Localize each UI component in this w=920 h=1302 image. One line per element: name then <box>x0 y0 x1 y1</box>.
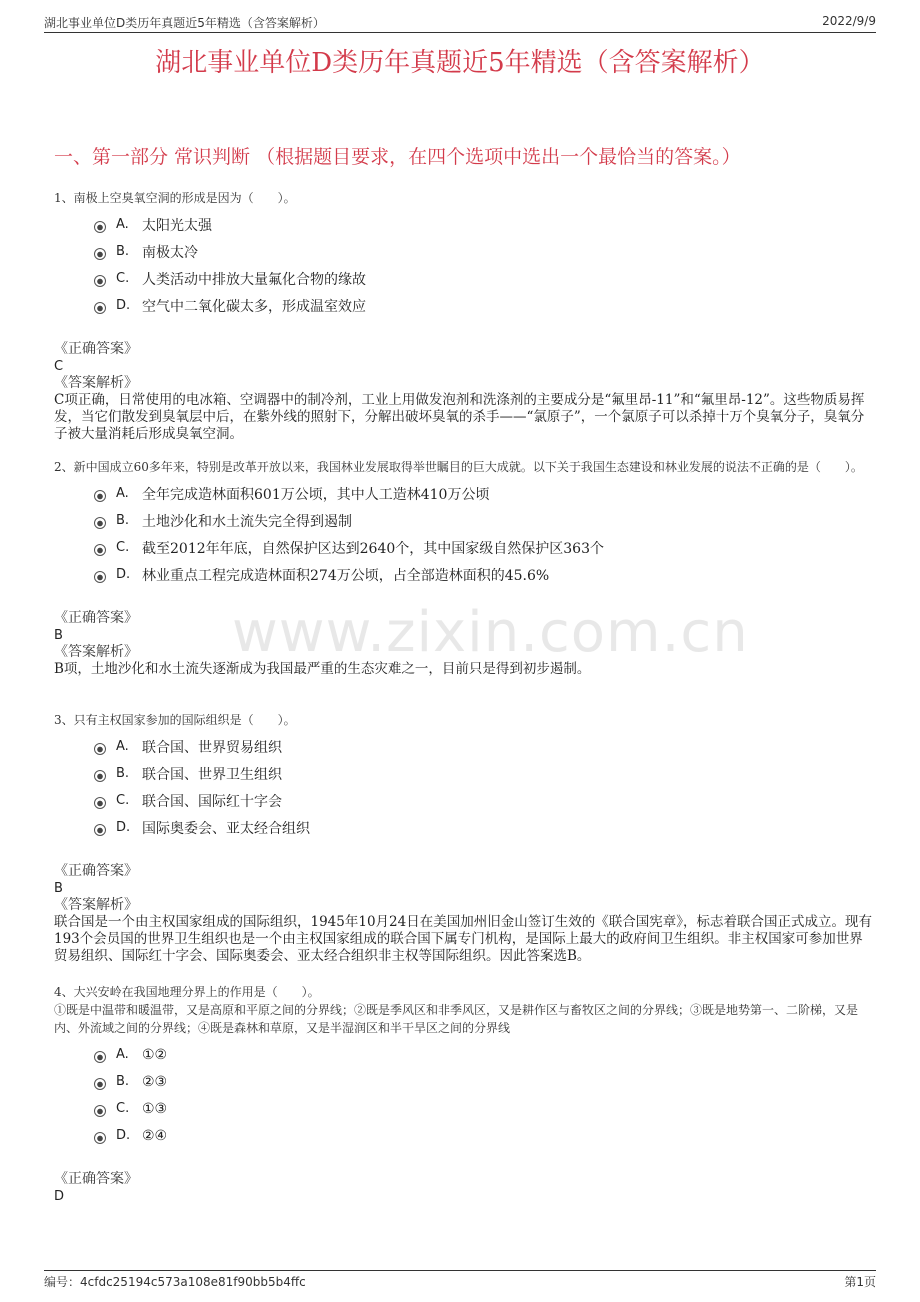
option-text: 南极太冷 <box>142 244 198 261</box>
option-text: 土地沙化和水土流失完全得到遏制 <box>142 513 352 530</box>
correct-answer-label: 《正确答案》 <box>54 1171 138 1187</box>
option-letter: C. <box>116 271 130 286</box>
answer-block <box>54 1171 872 1205</box>
option-text: ①② <box>142 1046 168 1063</box>
document-title: 湖北事业单位D类历年真题近5年精选（含答案解析） <box>155 48 765 78</box>
question-1 <box>54 189 872 443</box>
radio-icon[interactable] <box>94 1132 106 1144</box>
option-text: 空气中二氧化碳太多，形成温室效应 <box>142 298 366 315</box>
option-letter: D. <box>116 567 131 582</box>
correct-answer-label: 《正确答案》 <box>54 610 138 626</box>
option-letter: A. <box>116 217 129 232</box>
section-title: 一、第一部分 常识判断 （根据题目要求，在四个选项中选出一个最恰当的答案。） <box>54 146 741 168</box>
correct-answer-label: 《正确答案》 <box>54 863 138 879</box>
correct-answer: D <box>54 1189 65 1204</box>
option-c[interactable] <box>94 265 872 292</box>
radio-icon[interactable] <box>94 544 106 556</box>
option-letter: A. <box>116 1047 129 1062</box>
correct-answer: B <box>54 628 63 643</box>
radio-icon[interactable] <box>94 302 106 314</box>
correct-answer: B <box>54 881 63 896</box>
header-doc-title: 湖北事业单位D类历年真题近5年精选（含答案解析） <box>44 16 325 30</box>
option-text: ②④ <box>142 1127 168 1144</box>
option-a[interactable] <box>94 733 872 760</box>
analysis-text: 联合国是一个由主权国家组成的国际组织，1945年10月24日在美国加州旧金山签订生效的《联合国宪章》，标志着联合国正式成立。现有193个会员国的世界卫生组织也是一个由主权国家组成的联合国下属专门机构，是国际上最大的政府间卫生组织。非主权国家可参加世界贸易组织、国际红十字会、国际奥委会、亚太经合组织非主权等国际组织。因此答案选B。 <box>54 914 872 964</box>
option-text: 截至2012年年底，自然保护区达到2640个，其中国家级自然保护区363个 <box>142 540 604 557</box>
option-c[interactable] <box>94 534 872 561</box>
option-b[interactable] <box>94 1068 872 1095</box>
correct-answer-label: 《正确答案》 <box>54 341 138 357</box>
option-text: 联合国、世界卫生组织 <box>142 766 282 783</box>
option-letter: C. <box>116 540 130 555</box>
correct-answer: C <box>54 359 64 374</box>
option-b[interactable] <box>94 238 872 265</box>
option-letter: B. <box>116 244 130 259</box>
question-text: 2、新中国成立60多年来，特别是改革开放以来，我国林业发展取得举世瞩目的巨大成就。以下关于我国生态建设和林业发展的说法不正确的是（ ）。 <box>54 460 863 474</box>
option-d[interactable] <box>94 1122 872 1149</box>
option-letter: A. <box>116 486 129 501</box>
option-text: 国际奥委会、亚太经合组织 <box>142 820 310 837</box>
answer-block <box>54 863 872 965</box>
option-text: ①③ <box>142 1100 168 1117</box>
header-date: 2022/9/9 <box>822 14 876 28</box>
option-letter: D. <box>116 1128 131 1143</box>
question-text: 3、只有主权国家参加的国际组织是（ ）。 <box>54 713 296 727</box>
answer-block <box>54 341 872 443</box>
option-text: 联合国、国际红十字会 <box>142 793 282 810</box>
option-b[interactable] <box>94 507 872 534</box>
options-list <box>54 211 872 319</box>
analysis-label: 《答案解析》 <box>54 375 138 391</box>
radio-icon[interactable] <box>94 275 106 287</box>
options-list <box>54 1041 872 1149</box>
option-letter: D. <box>116 820 131 835</box>
option-c[interactable] <box>94 787 872 814</box>
page-header <box>44 10 876 33</box>
option-b[interactable] <box>94 760 872 787</box>
option-text: 林业重点工程完成造林面积274万公顷，占全部造林面积的45.6% <box>142 567 550 584</box>
analysis-label: 《答案解析》 <box>54 897 138 913</box>
document-id: 编号：4cfdc25194c573a108e81f90bb5b4ffc <box>44 1275 306 1289</box>
option-letter: C. <box>116 793 130 808</box>
option-letter: B. <box>116 766 130 781</box>
option-text: 全年完成造林面积601万公顷，其中人工造林410万公顷 <box>142 486 490 503</box>
options-list <box>54 733 872 841</box>
question-text: 4、大兴安岭在我国地理分界上的作用是（ ）。 ①既是中温带和暖温带，又是高原和平原之间的分界线；②既是季风区和非季风区，又是耕作区与畜牧区之间的分界线；③既是地势第一、二阶梯，又是内、外流域之间的分界线；④既是森林和草原，又是半湿润区和半干旱区之间的分界线 <box>54 985 859 1035</box>
radio-icon[interactable] <box>94 248 106 260</box>
radio-icon[interactable] <box>94 1105 106 1117</box>
analysis-text: C项正确，日常使用的电冰箱、空调器中的制冷剂，工业上用做发泡剂和洗涤剂的主要成分是“氟里昂-11”和“氟里昂-12”。这些物质易挥发，当它们散发到臭氧层中后，在紫外线的照射下，分解出破坏臭氧的杀手——“氯原子”，一个氯原子可以杀掉十万个臭氧分子，臭氧分子被大量消耗后形成臭氧空洞。 <box>54 392 865 442</box>
page-number: 第1页 <box>844 1275 876 1289</box>
question-4 <box>54 983 872 1205</box>
answer-block <box>54 610 872 678</box>
option-a[interactable] <box>94 1041 872 1068</box>
question-2 <box>54 458 872 678</box>
option-text: ②③ <box>142 1073 168 1090</box>
radio-icon[interactable] <box>94 571 106 583</box>
option-d[interactable] <box>94 814 872 841</box>
watermark: www.zixin.com.cn <box>232 600 749 665</box>
option-letter: D. <box>116 298 131 313</box>
analysis-label: 《答案解析》 <box>54 644 138 660</box>
option-letter: B. <box>116 1074 130 1089</box>
option-a[interactable] <box>94 480 872 507</box>
radio-icon[interactable] <box>94 770 106 782</box>
option-text: 人类活动中排放大量氟化合物的缘故 <box>142 271 366 288</box>
option-c[interactable] <box>94 1095 872 1122</box>
question-text: 1、南极上空臭氧空洞的形成是因为（ ）。 <box>54 191 296 205</box>
option-a[interactable] <box>94 211 872 238</box>
page-footer <box>44 1270 876 1289</box>
option-d[interactable] <box>94 292 872 319</box>
option-letter: A. <box>116 739 129 754</box>
radio-icon[interactable] <box>94 797 106 809</box>
option-text: 太阳光太强 <box>142 217 212 234</box>
question-3 <box>54 711 872 965</box>
radio-icon[interactable] <box>94 490 106 502</box>
radio-icon[interactable] <box>94 517 106 529</box>
radio-icon[interactable] <box>94 824 106 836</box>
options-list <box>54 480 872 588</box>
option-letter: B. <box>116 513 130 528</box>
radio-icon[interactable] <box>94 1051 106 1063</box>
option-text: 联合国、世界贸易组织 <box>142 739 282 756</box>
option-letter: C. <box>116 1101 130 1116</box>
option-d[interactable] <box>94 561 872 588</box>
radio-icon[interactable] <box>94 1078 106 1090</box>
radio-icon[interactable] <box>94 221 106 233</box>
analysis-text: B项，土地沙化和水土流失逐渐成为我国最严重的生态灾难之一，目前只是得到初步遏制。 <box>54 661 591 677</box>
radio-icon[interactable] <box>94 743 106 755</box>
